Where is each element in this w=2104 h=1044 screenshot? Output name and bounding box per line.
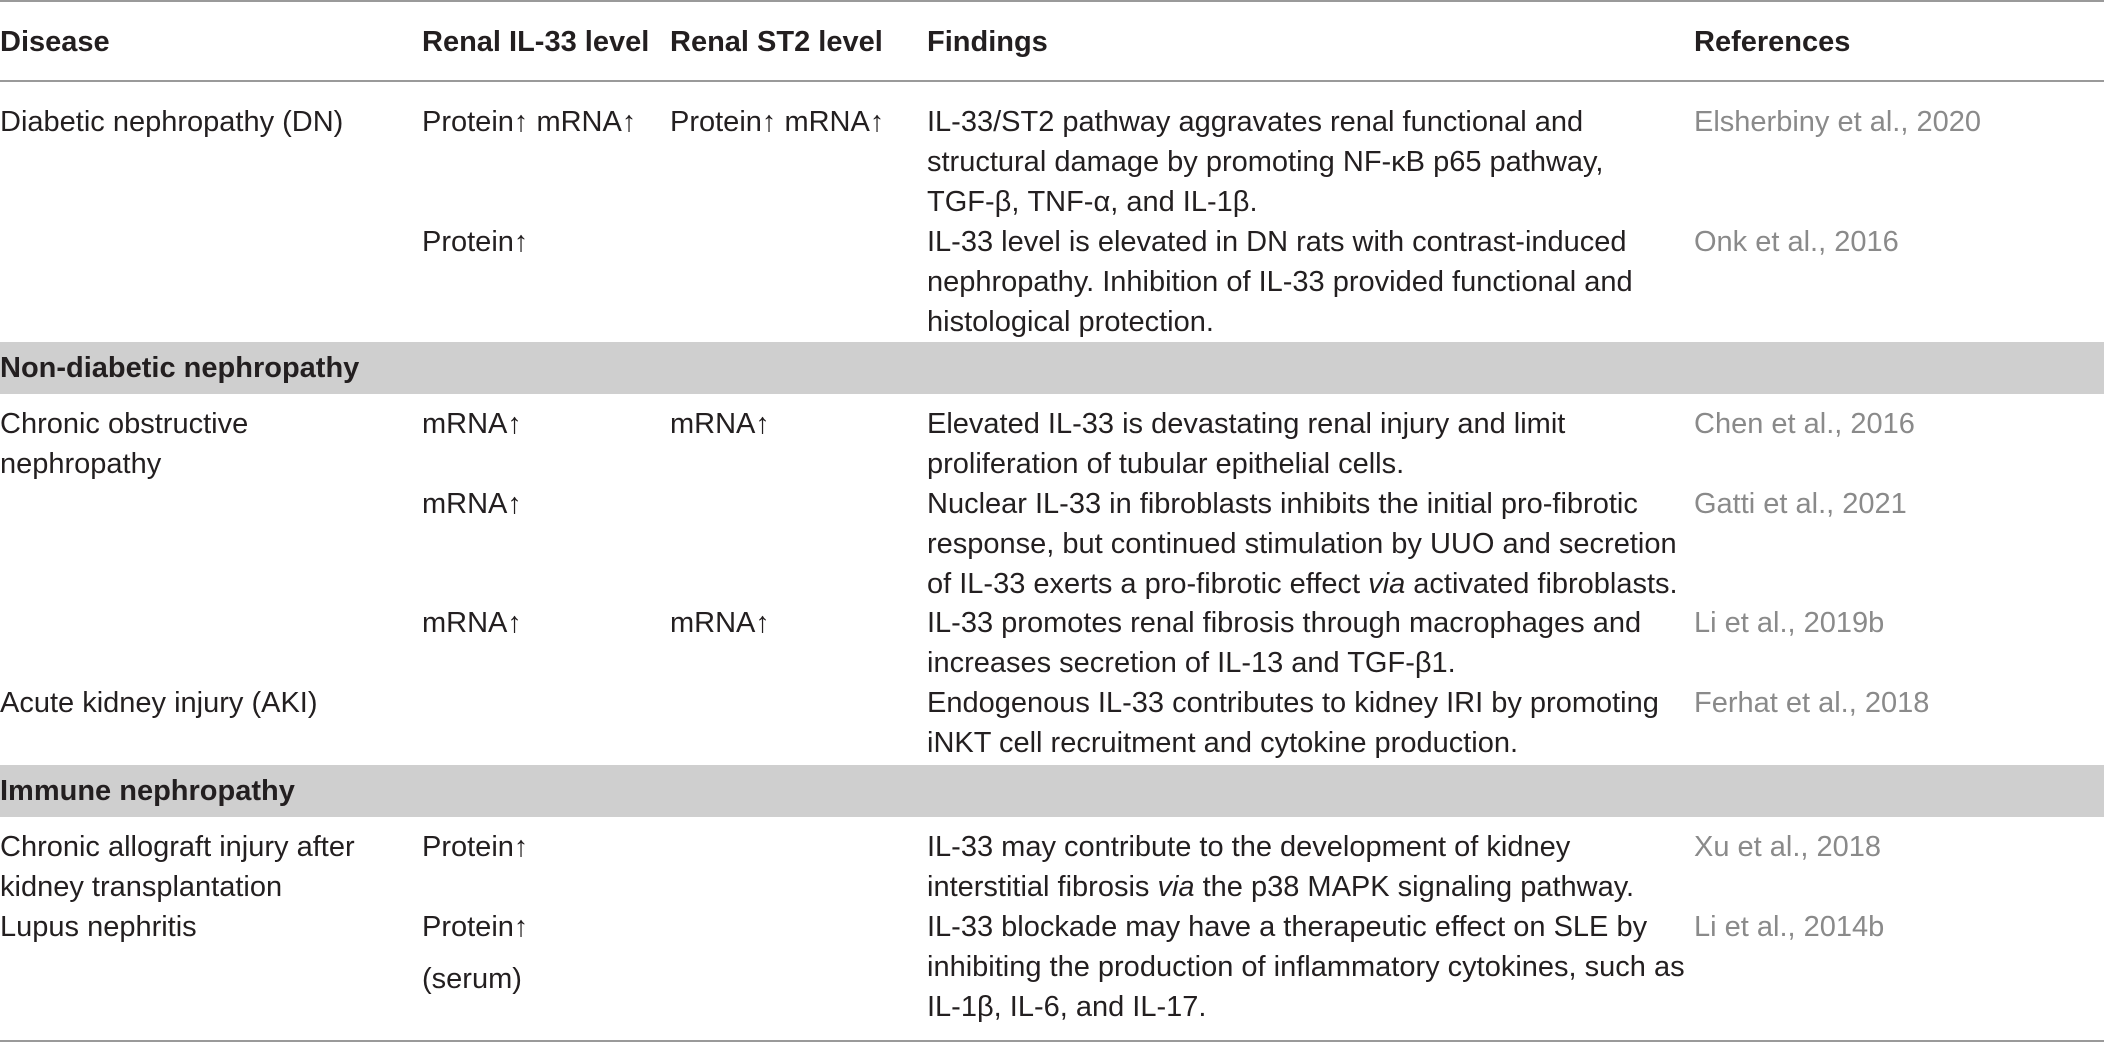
reference-link[interactable]: Ferhat et al., 2018 — [1694, 687, 1930, 719]
findings-line: Elevated IL-33 is devastating renal injury and limit — [927, 408, 1566, 440]
findings-text: activated fibroblasts. — [1405, 568, 1678, 600]
il33-cell: mRNA↑ — [422, 488, 522, 520]
disease-cell — [0, 827, 355, 907]
reference-link[interactable]: Li et al., 2019b — [1694, 607, 1885, 639]
disease-line: Chronic allograft injury after — [0, 831, 355, 863]
findings-line: response, but continued stimulation by UUO and secretion — [927, 528, 1677, 560]
il33-cell: Protein↑ mRNA↑ — [422, 106, 637, 138]
findings-line: structural damage by promoting NF-κB p65 pathway, — [927, 146, 1604, 178]
reference-link[interactable]: Li et al., 2014b — [1694, 911, 1885, 943]
st2-cell: Protein↑ mRNA↑ — [670, 106, 885, 138]
il33-cell — [422, 907, 528, 999]
disease-cell: Diabetic nephropathy (DN) — [0, 106, 344, 138]
disease-cell: Lupus nephritis — [0, 911, 197, 943]
findings-line: nephropathy. Inhibition of IL-33 provided functional and — [927, 266, 1633, 298]
table-top-rule — [0, 0, 2104, 2]
findings-line: IL-33 blockade may have a therapeutic effect on SLE by — [927, 911, 1648, 943]
findings-line: proliferation of tubular epithelial cells. — [927, 448, 1405, 480]
findings-cell — [927, 907, 1685, 1027]
findings-cell — [927, 102, 1603, 222]
findings-italic: via — [1368, 568, 1406, 600]
header-findings: Findings — [927, 26, 1048, 58]
findings-line: IL-33 promotes renal fibrosis through macrophages and — [927, 607, 1642, 639]
findings-cell — [927, 603, 1641, 683]
st2-cell: mRNA↑ — [670, 408, 770, 440]
il33-line: Protein↑ — [422, 911, 529, 943]
section-band-immune — [0, 765, 2104, 817]
reference-link[interactable]: Chen et al., 2016 — [1694, 408, 1915, 440]
section-title: Immune nephropathy — [0, 775, 295, 807]
findings-line: Endogenous IL-33 contributes to kidney IRI by promoting — [927, 687, 1659, 719]
findings-cell — [927, 404, 1565, 484]
il33-cell: Protein↑ — [422, 226, 529, 258]
table-bottom-rule — [0, 1040, 2104, 1042]
findings-line: inhibiting the production of inflammatory cytokines, such as — [927, 951, 1685, 983]
header-disease: Disease — [0, 26, 110, 58]
reference-link[interactable]: Xu et al., 2018 — [1694, 831, 1882, 863]
disease-line: nephropathy — [0, 448, 162, 480]
il33-cell: mRNA↑ — [422, 408, 522, 440]
header-references: References — [1694, 26, 1851, 58]
reference-link[interactable]: Elsherbiny et al., 2020 — [1694, 106, 1981, 138]
header-st2: Renal ST2 level — [670, 26, 883, 58]
findings-text: interstitial fibrosis — [927, 871, 1158, 903]
findings-cell — [927, 222, 1633, 342]
disease-line: kidney transplantation — [0, 871, 283, 903]
header-il33: Renal IL-33 level — [422, 26, 650, 58]
disease-cell: Acute kidney injury (AKI) — [0, 687, 318, 719]
findings-line: IL-1β, IL-6, and IL-17. — [927, 991, 1207, 1023]
findings-cell — [927, 827, 1634, 907]
findings-line: TGF-β, TNF-α, and IL-1β. — [927, 186, 1258, 218]
reference-link[interactable]: Gatti et al., 2021 — [1694, 488, 1907, 520]
findings-line: histological protection. — [927, 306, 1214, 338]
reference-link[interactable]: Onk et al., 2016 — [1694, 226, 1899, 258]
il33-cell: mRNA↑ — [422, 607, 522, 639]
findings-cell — [927, 683, 1659, 763]
header-rule — [0, 80, 2104, 82]
section-title: Non-diabetic nephropathy — [0, 352, 360, 384]
il33-cell: Protein↑ — [422, 831, 529, 863]
findings-line: IL-33/ST2 pathway aggravates renal functional and — [927, 106, 1584, 138]
findings-italic: via — [1157, 871, 1195, 903]
il33-line: (serum) — [422, 963, 522, 995]
findings-text: of IL-33 exerts a pro-fibrotic effect — [927, 568, 1369, 600]
findings-cell — [927, 484, 1678, 604]
findings-line — [927, 564, 1678, 604]
findings-line: iNKT cell recruitment and cytokine production. — [927, 727, 1519, 759]
disease-line: Chronic obstructive — [0, 408, 249, 440]
section-band-nondiabetic — [0, 342, 2104, 394]
findings-line: increases secretion of IL-13 and TGF-β1. — [927, 647, 1456, 679]
findings-line: Nuclear IL-33 in fibroblasts inhibits the initial pro-fibrotic — [927, 488, 1638, 520]
findings-line: IL-33 level is elevated in DN rats with contrast-induced — [927, 226, 1627, 258]
findings-text: the p38 MAPK signaling pathway. — [1194, 871, 1635, 903]
disease-cell — [0, 404, 248, 484]
findings-line: IL-33 may contribute to the development of kidney — [927, 831, 1571, 863]
findings-line — [927, 867, 1634, 907]
st2-cell: mRNA↑ — [670, 607, 770, 639]
